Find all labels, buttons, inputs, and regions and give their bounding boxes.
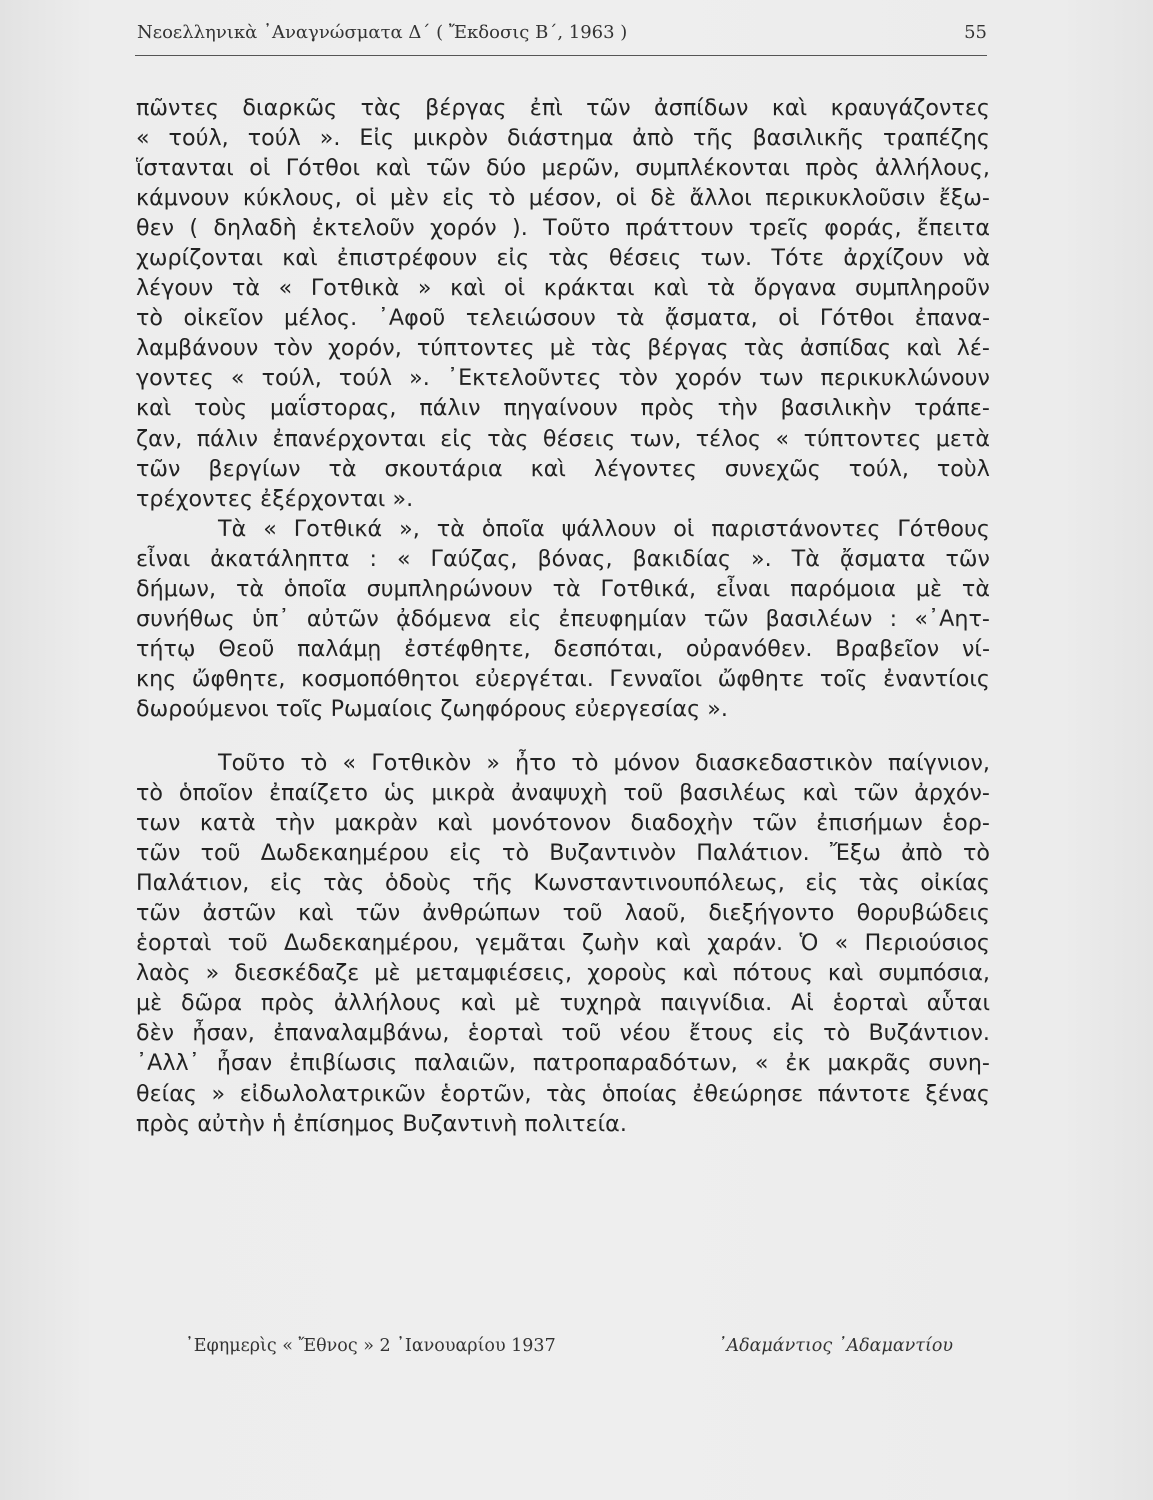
text-line: χωρίζονται καὶ ἐπιστρέφουν εἰς τὰς θέσεις των. Τότε ἀρχίζουν νὰ [136, 245, 990, 272]
text-line: τῶν ἀστῶν καὶ τῶν ἀνθρώπων τοῦ λαοῦ, διεξήγοντο θορυβώδεις [136, 900, 990, 927]
text-line: λαὸς » διεσκέδαζε μὲ μεταμφιέσεις, χοροὺς καὶ πότους καὶ συμπόσια, [136, 960, 990, 987]
text-line: Τὰ « Γοτθικά », τὰ ὁποῖα ψάλλουν οἱ παριστάνοντες Γότθους [218, 515, 990, 542]
running-head-title: Νεοελληνικὰ ᾿Αναγνώσματα Δ΄ ( Ἔκδοσις Β΄, 1963 ) [137, 22, 628, 43]
text-line: συνήθως ὑπ᾿ αὐτῶν ᾀδόμενα εἰς ἐπευφημίαν τῶν βασιλέων : «᾿Αητ- [136, 605, 990, 632]
paragraph-2 [136, 514, 990, 724]
text-line: « τούλ, τούλ ». Εἰς μικρὸν διάστημα ἀπὸ τῆς βασιλικῆς τραπέζης [136, 125, 990, 152]
text-line: τῶν τοῦ Δωδεκαημέρου εἰς τὸ Βυζαντινὸν Παλάτιον. Ἔξω ἀπὸ τὸ [136, 840, 990, 867]
text-line: δὲν ἦσαν, ἐπαναλαμβάνω, ἑορταὶ τοῦ νέου ἔτους εἰς τὸ Βυζάντιον. [136, 1020, 990, 1047]
text-line: εἶναι ἀκατάληπτα : « Γαύζας, βόνας, βακιδίας ». Τὰ ᾄσματα τῶν [136, 545, 990, 572]
text-line: θείας » εἰδωλολατρικῶν ἑορτῶν, τὰς ὁποίας ἐθεώρησε πάντοτε ξένας [136, 1080, 990, 1107]
header-rule [135, 55, 987, 56]
text-line: πῶντες διαρκῶς τὰς βέργας ἐπὶ τῶν ἀσπίδων καὶ κραυγάζοντες [136, 95, 990, 121]
text-line: ἑορταὶ τοῦ Δωδεκαημέρου, γεμᾶται ζωὴν καὶ χαράν. Ὁ « Περιούσιος [136, 930, 990, 957]
text-line: ᾿Αλλ᾿ ἦσαν ἐπιβίωσις παλαιῶν, πατροπαραδότων, « ἐκ μακρᾶς συνη- [136, 1050, 990, 1077]
text-line: Τοῦτο τὸ « Γοτθικὸν » ἦτο τὸ μόνον διασκεδαστικὸν παίγνιον, [218, 749, 990, 776]
text-line: κης ὤφθητε, κοσμοπόθητοι εὐεργέται. Γενναῖοι ὤφθητε τοῖς ἐναντίοις [136, 665, 990, 692]
running-head [137, 18, 989, 48]
text-line: των κατὰ τὴν μακρὰν καὶ μονότονον διαδοχὴν τῶν ἐπισήμων ἑορ- [136, 810, 990, 837]
text-line: ἵστανται οἱ Γότθοι καὶ τῶν δύο μερῶν, συμπλέκονται πρὸς ἀλλήλους, [136, 155, 990, 182]
text-line: τῶν βεργίων τὰ σκουτάρια καὶ λέγοντες συνεχῶς τούλ, τοὺλ [136, 455, 990, 482]
source-citation: ᾿Εφημερὶς « Ἔθνος » 2 ᾿Ιανουαρίου 1937 [185, 1336, 556, 1356]
paragraph-1 [136, 93, 990, 514]
text-line: τήτῳ Θεοῦ παλάμῃ ἐστέφθητε, δεσπόται, οὐρανόθεν. Βραβεῖον νί- [136, 635, 990, 662]
text-line: μὲ δῶρα πρὸς ἀλλήλους καὶ μὲ τυχηρὰ παιγνίδια. Αἱ ἑορταὶ αὗται [136, 990, 990, 1017]
author-name: ᾿Αδαμάντιος ᾿Αδαμαντίου [717, 1336, 953, 1356]
text-line: τρέχοντες ἐξέρχονται ». [136, 485, 414, 512]
text-line: λέγουν τὰ « Γοτθικὰ » καὶ οἱ κράκται καὶ τὰ ὄργανα συμπληροῦν [136, 275, 990, 302]
page-number: 55 [964, 22, 987, 43]
paragraph-3 [136, 748, 990, 1139]
text-line: δωρούμενοι τοῖς Ρωμαίοις ζωηφόρους εὐεργεσίας ». [136, 695, 728, 722]
article-body [136, 93, 990, 1139]
text-line: τὸ οἰκεῖον μέλος. ᾿Αφοῦ τελειώσουν τὰ ᾄσματα, οἱ Γότθοι ἐπανα- [136, 305, 990, 332]
text-line: τὸ ὁποῖον ἐπαίζετο ὡς μικρὰ ἀναψυχὴ τοῦ βασιλέως καὶ τῶν ἀρχόν- [136, 780, 990, 807]
text-line: γοντες « τούλ, τούλ ». ᾿Εκτελοῦντες τὸν χορόν των περικυκλώνουν [136, 365, 990, 392]
text-line: δήμων, τὰ ὁποῖα συμπληρώνουν τὰ Γοτθικά, εἶναι παρόμοια μὲ τὰ [136, 575, 990, 602]
text-line: θεν ( δηλαδὴ ἐκτελοῦν χορόν ). Τοῦτο πράττουν τρεῖς φοράς, ἔπειτα [136, 215, 990, 242]
text-line: καὶ τοὺς μαΐστορας, πάλιν πηγαίνουν πρὸς τὴν βασιλικὴν τράπε- [136, 395, 990, 422]
text-line: Παλάτιον, εἰς τὰς ὁδοὺς τῆς Κωνσταντινουπόλεως, εἰς τὰς οἰκίας [136, 870, 990, 897]
text-line: κάμνουν κύκλους, οἱ μὲν εἰς τὸ μέσον, οἱ δὲ ἄλλοι περικυκλοῦσιν ἔξω- [136, 185, 990, 212]
text-line: ζαν, πάλιν ἐπανέρχονται εἰς τὰς θέσεις των, τέλος « τύπτοντες μετὰ [136, 425, 990, 452]
text-line: λαμβάνουν τὸν χορόν, τύπτοντες μὲ τὰς βέργας τὰς ἀσπίδας καὶ λέ- [136, 335, 990, 362]
text-line: πρὸς αὐτὴν ἡ ἐπίσημος Βυζαντινὴ πολιτεία. [136, 1110, 627, 1137]
paragraph-gap [136, 724, 990, 748]
